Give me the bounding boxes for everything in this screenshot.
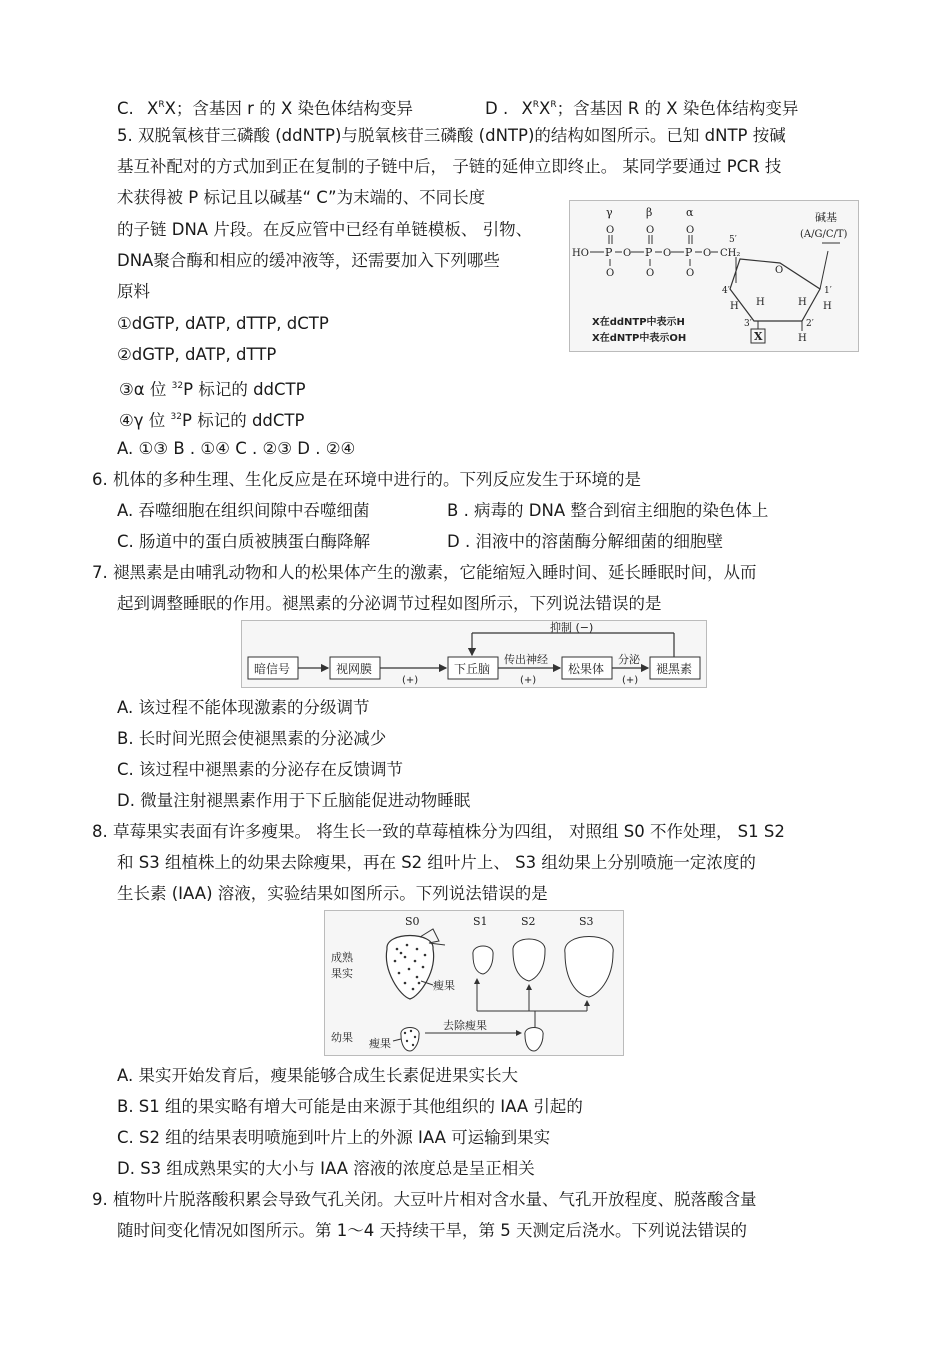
svg-text:H: H xyxy=(823,301,832,312)
q8-option-a: A. 果实开始发育后，瘦果能够合成生长素促进果实长大 xyxy=(117,1066,518,1085)
q7-option-d: D. 微量注射褪黑素作用于下丘脑能促进动物睡眠 xyxy=(117,791,471,810)
secrete-label: 分泌 xyxy=(618,653,640,666)
q5-stem-line5: DNA聚合酶和相应的缓冲液等，还需要加入下列哪些 xyxy=(117,251,500,270)
q8-option-d: D. S3 组成熟果实的大小与 IAA 溶液的浓度总是呈正相关 xyxy=(117,1159,535,1178)
young-fruit-label: 幼果 xyxy=(331,1031,353,1044)
box-melatonin: 褪黑素 xyxy=(656,662,693,676)
s0-label: S0 xyxy=(405,915,420,928)
svg-text:P: P xyxy=(605,246,613,259)
achene-label-bottom: 瘦果 xyxy=(369,1037,391,1050)
svg-text:P: P xyxy=(685,246,693,259)
q9-stem-line1: 9. 植物叶片脱落酸积累会导致气孔关闭。大豆叶片相对含水量、气孔开放程度、脱落酸含量 xyxy=(92,1190,757,1209)
q6-option-b: B . 病毒的 DNA 整合到宿主细胞的染色体上 xyxy=(447,501,769,520)
svg-text:(+): (+) xyxy=(520,675,537,686)
q8-stem-line3: 生长素 (IAA) 溶液，实验结果如图所示。下列说法错误的是 xyxy=(117,884,548,903)
q5-stem-line1: 5. 双脱氧核苷三磷酸 (ddNTP)与脱氧核苷三磷酸 (dNTP)的结构如图所示。已知 dNTP 按碱 xyxy=(117,126,786,145)
svg-text:3′: 3′ xyxy=(744,319,752,329)
q7-stem-line2: 起到调整睡眠的作用。褪黑素的分泌调节过程如图所示，下列说法错误的是 xyxy=(117,594,662,613)
q7-option-c: C. 该过程中褪黑素的分泌存在反馈调节 xyxy=(117,760,404,779)
box-pineal: 松果体 xyxy=(568,662,605,676)
svg-text:H: H xyxy=(730,301,739,312)
beta-label: β xyxy=(646,206,653,219)
svg-text:O: O xyxy=(646,268,655,279)
svg-text:H: H xyxy=(798,297,807,308)
svg-text:成熟: 成熟 xyxy=(331,951,353,964)
base-types-label: (A/G/C/T) xyxy=(800,229,848,240)
svg-text:P: P xyxy=(645,246,653,259)
svg-text:O: O xyxy=(646,225,655,236)
svg-text:O: O xyxy=(623,248,632,259)
figure-note-ddntp: X在ddNTP中表示H xyxy=(592,317,685,328)
nucleotide-structure-figure xyxy=(569,200,859,352)
svg-text:O: O xyxy=(663,248,672,259)
q5-option-4: ④γ 位 $^{32}$P 标记的 ddCTP xyxy=(119,411,305,430)
young-fruit-without-achenes xyxy=(525,1028,543,1052)
box-dark-signal: 暗信号 xyxy=(254,662,291,676)
s2-label: S2 xyxy=(521,915,536,928)
box-retina: 视网膜 xyxy=(336,662,373,676)
efferent-nerve-label: 传出神经 xyxy=(504,653,548,666)
q5-stem-line4: 的子链 DNA 片段。在反应管中已经有单链模板、 引物、 xyxy=(117,220,533,239)
q6-option-a: A. 吞噬细胞在组织间隙中吞噬细菌 xyxy=(117,501,370,520)
box-hypothalamus: 下丘脑 xyxy=(454,662,491,676)
base-label: 碱基 xyxy=(815,211,837,224)
svg-text:H: H xyxy=(756,297,765,308)
q8-option-b: B. S1 组的果实略有增大可能是由来源于其他组织的 IAA 引起的 xyxy=(117,1097,583,1116)
q7-stem-line1: 7. 褪黑素是由哺乳动物和人的松果体产生的激素，它能缩短入睡时间、延长睡眠时间，从而 xyxy=(92,563,757,582)
svg-text:4′: 4′ xyxy=(722,286,730,296)
svg-text:CH₂: CH₂ xyxy=(720,248,741,259)
q6-option-c: C. 肠道中的蛋白质被胰蛋白酶降解 xyxy=(117,532,371,551)
svg-text:O: O xyxy=(606,268,615,279)
q5-stem-line2: 基互补配对的方式加到正在复制的子链中后， 子链的延伸立即终止。 某同学要通过 PCR 技 xyxy=(117,157,782,176)
q6-stem: 6. 机体的多种生理、生化反应是在环境中进行的。下列反应发生于环境的是 xyxy=(92,470,641,489)
svg-text:O: O xyxy=(686,225,695,236)
gamma-label: γ xyxy=(606,206,613,219)
inhibit-label: 抑制 (−) xyxy=(550,621,594,634)
x-group-label: X xyxy=(754,330,763,343)
q4-option-c: C. $X^RX$；含基因 r 的 X 染色体结构变异 xyxy=(117,99,413,118)
q5-option-2: ②dGTP, dATP, dTTP xyxy=(117,345,277,364)
q6-option-d: D . 泪液中的溶菌酶分解细菌的细胞壁 xyxy=(447,532,723,551)
q8-stem-line2: 和 S3 组植株上的幼果去除瘦果，再在 S2 组叶片上、 S3 组幼果上分别喷施一定浓度的 xyxy=(117,853,756,872)
strawberry-s3 xyxy=(565,937,613,998)
q7-option-b: B. 长时间光照会使褪黑素的分泌减少 xyxy=(117,729,387,748)
svg-text:O: O xyxy=(703,248,712,259)
q5-option-3: ③α 位 $^{32}$P 标记的 ddCTP xyxy=(119,380,306,399)
remove-achenes-label: 去除瘦果 xyxy=(443,1019,487,1032)
strawberry-s1 xyxy=(473,946,493,974)
svg-text:O: O xyxy=(606,225,615,236)
svg-text:O: O xyxy=(775,265,784,276)
svg-text:5′: 5′ xyxy=(729,235,737,245)
q5-stem-line3: 术获得被 P 标记且以碱基“ C”为末端的、不同长度 xyxy=(117,188,486,207)
strawberry-experiment-figure xyxy=(324,910,624,1056)
q8-stem-line1: 8. 草莓果实表面有许多瘦果。 将生长一致的草莓植株分为四组， 对照组 S0 不作处理， S1 S2 xyxy=(92,822,785,841)
q9-stem-line2: 随时间变化情况如图所示。第 1～4 天持续干旱，第 5 天测定后浇水。下列说法错误的 xyxy=(117,1221,747,1240)
alpha-label: α xyxy=(686,206,694,219)
svg-text:1′: 1′ xyxy=(824,286,832,296)
q5-answers: A. ①③ B . ①④ C . ②③ D . ②④ xyxy=(117,439,356,458)
svg-text:HO: HO xyxy=(572,248,589,259)
q5-stem-line6: 原料 xyxy=(117,282,150,301)
svg-text:(+): (+) xyxy=(622,675,639,686)
svg-text:O: O xyxy=(686,268,695,279)
q8-option-c: C. S2 组的结果表明喷施到叶片上的外源 IAA 可运输到果实 xyxy=(117,1128,551,1147)
svg-text:2′: 2′ xyxy=(806,319,814,329)
s3-label: S3 xyxy=(579,915,594,928)
melatonin-regulation-diagram xyxy=(241,620,707,688)
q5-option-1: ①dGTP, dATP, dTTP, dCTP xyxy=(117,314,329,333)
svg-text:(+): (+) xyxy=(402,675,419,686)
achene-label-top: 瘦果 xyxy=(433,979,455,992)
s1-label: S1 xyxy=(473,915,488,928)
strawberry-s2 xyxy=(513,939,545,981)
svg-text:果实: 果实 xyxy=(331,967,353,980)
svg-text:H: H xyxy=(798,333,807,344)
genotype-d: $X^RX^R$ xyxy=(521,99,557,118)
q7-option-a: A. 该过程不能体现激素的分级调节 xyxy=(117,698,370,717)
figure-note-dntp: X在dNTP中表示OH xyxy=(592,333,687,344)
genotype-c: $X^RX$ xyxy=(147,99,176,118)
q4-option-d: D . $X^RX^R$；含基因 R 的 X 染色体结构变异 xyxy=(485,99,799,118)
